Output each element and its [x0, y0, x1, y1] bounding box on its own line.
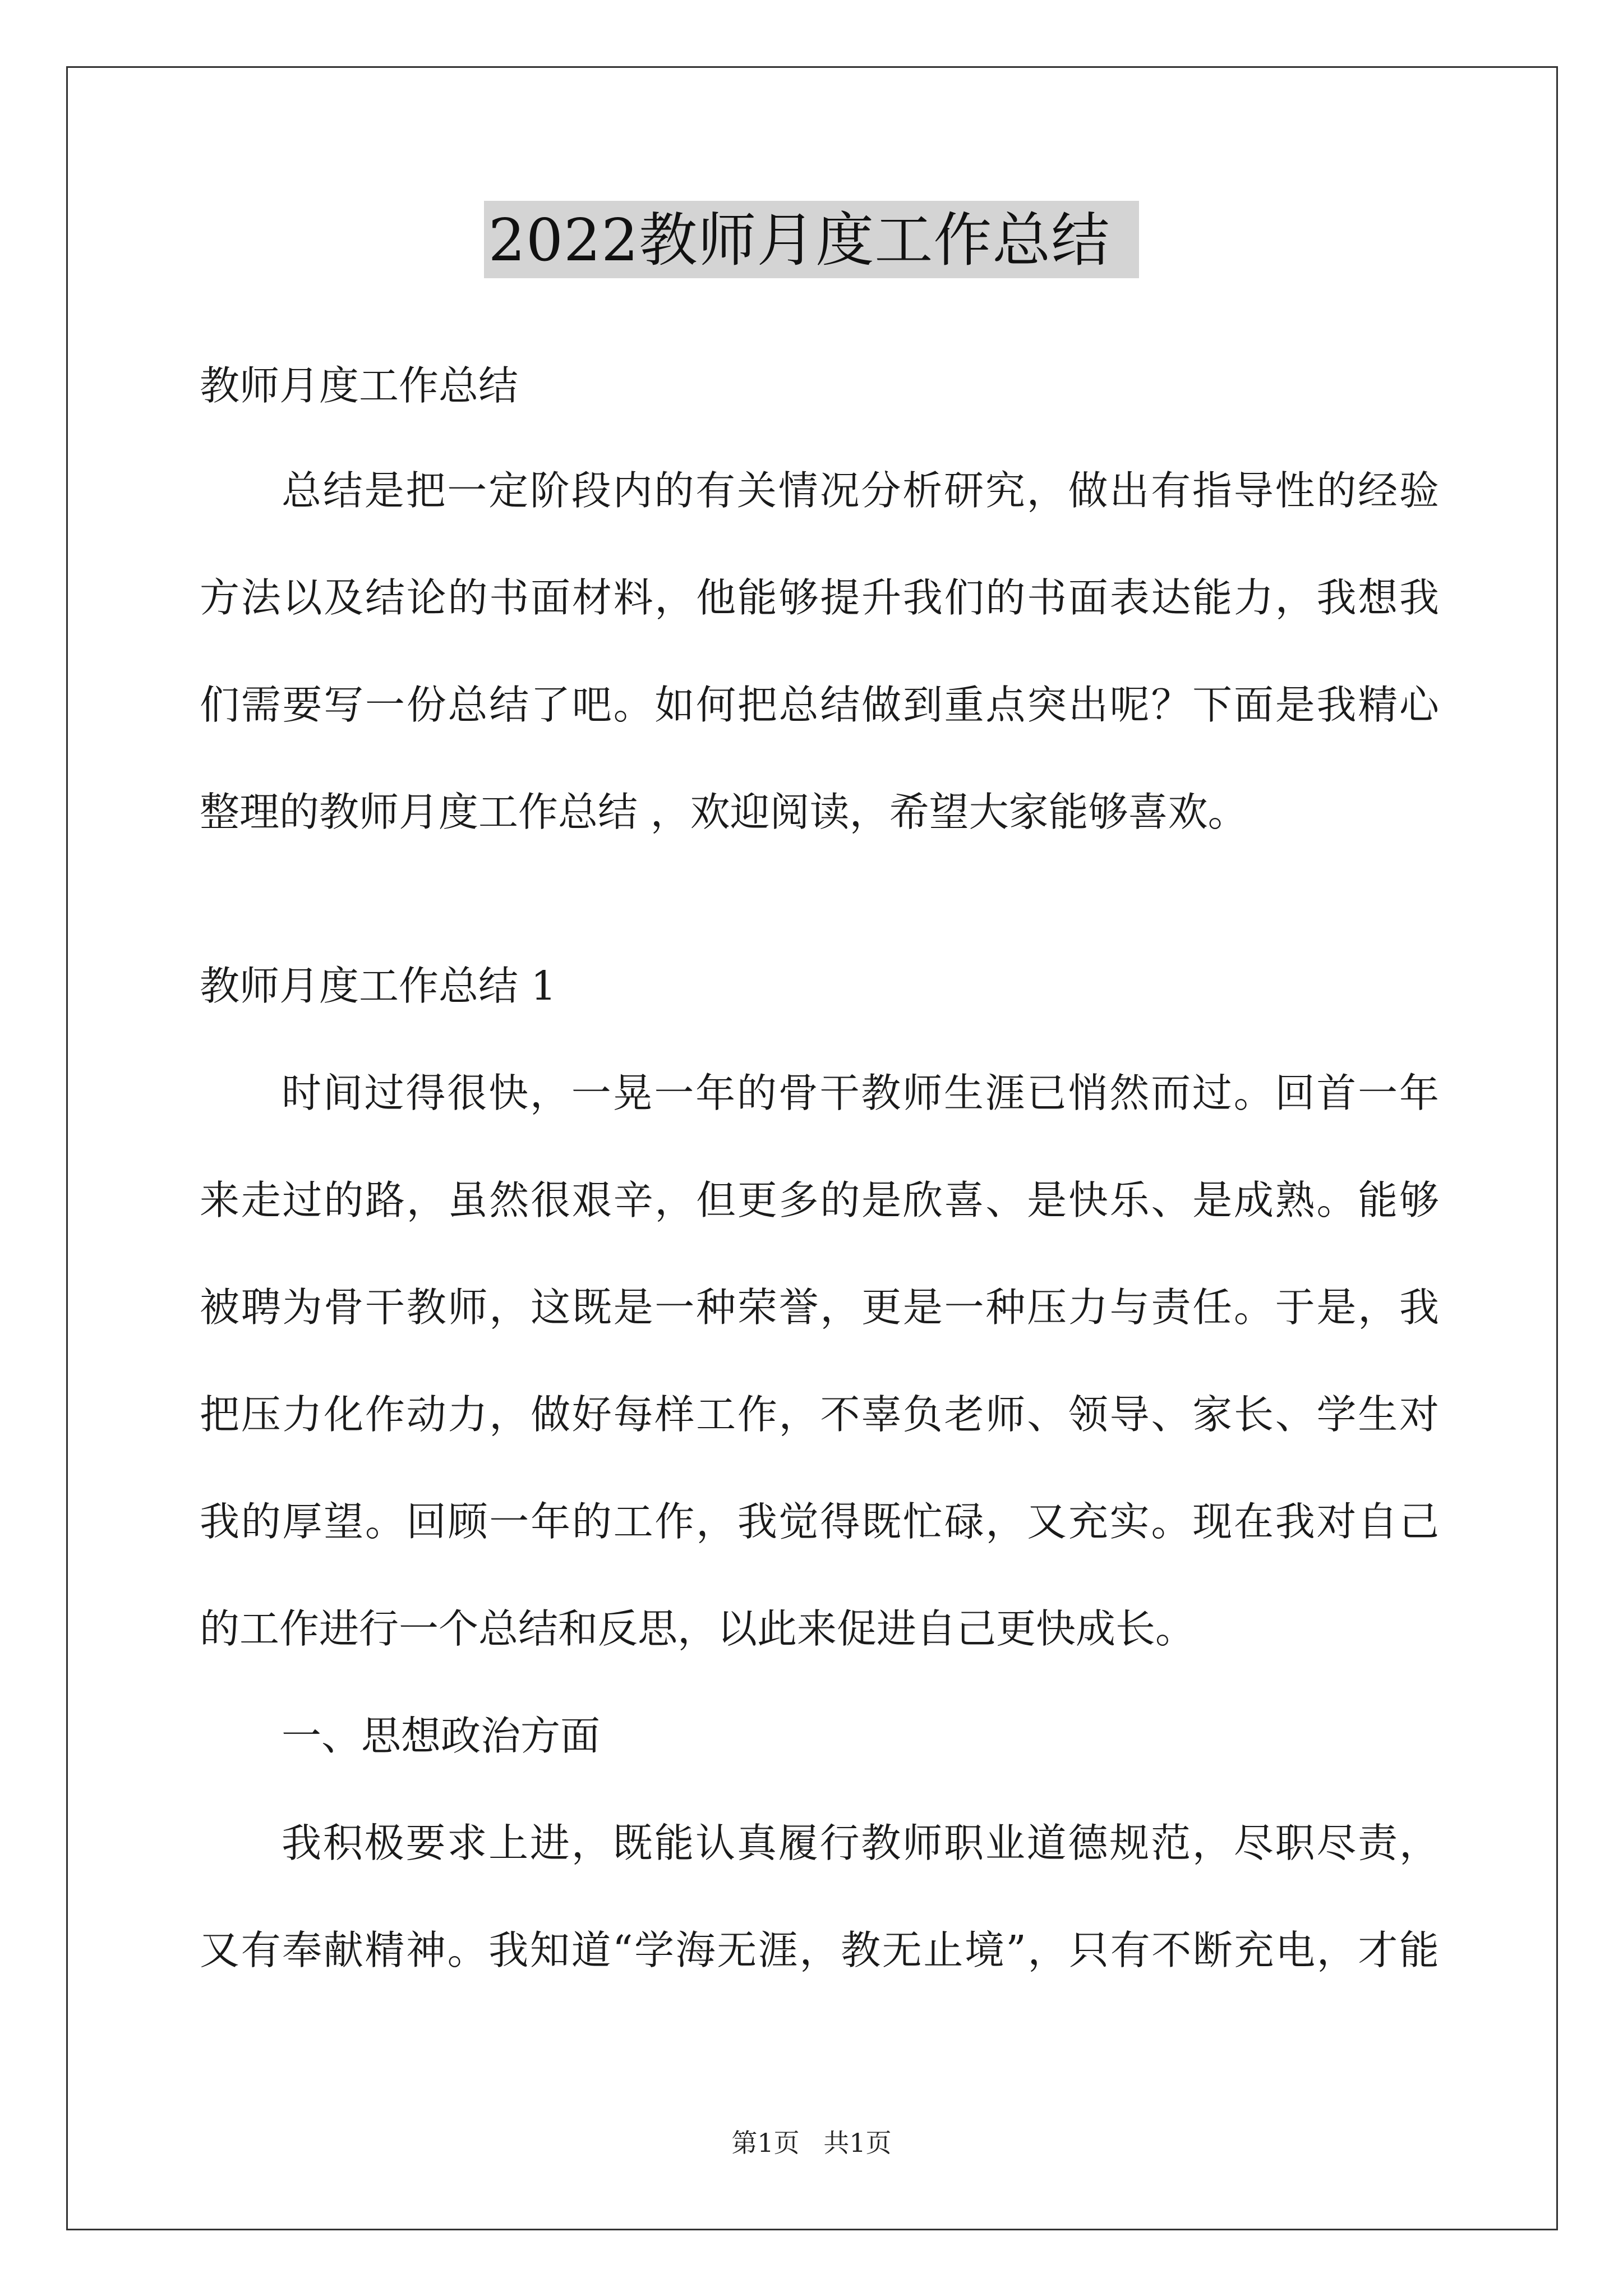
paragraph-line: 的工作进行一个总结和反思，以此来促进自己更快成长。: [200, 1605, 1196, 1652]
paragraph-line: 整理的教师月度工作总结 ，欢迎阅读，希望大家能够喜欢。: [200, 789, 1248, 835]
paragraph-line: 我积极要求上进，既能认真履行教师职业道德规范，尽职尽责，: [282, 1820, 1439, 1866]
paragraph-line: 们需要写一份总结了吧。如何把总结做到重点突出呢？下面是我精心: [200, 682, 1439, 728]
page-total: 共1页: [823, 2128, 892, 2158]
paragraph-line: 又有奉献精神。我知道“学海无涯，教无止境”，只有不断充电，才能: [200, 1927, 1439, 1973]
paragraph-line: 我的厚望。回顾一年的工作，我觉得既忙碌，又充实。现在我对自己: [200, 1498, 1439, 1545]
section-heading: 教师月度工作总结: [200, 362, 519, 409]
page-number: 第1页: [731, 2128, 800, 2158]
paragraph-line: 来走过的路，虽然很艰辛，但更多的是欣喜、是快乐、是成熟。能够: [200, 1177, 1439, 1223]
paragraph-line: 把压力化作动力，做好每样工作，不辜负老师、领导、家长、学生对: [200, 1391, 1439, 1438]
paragraph-line: 被聘为骨干教师，这既是一种荣誉，更是一种压力与责任。于是，我: [200, 1284, 1439, 1331]
title-container: [0, 201, 1623, 278]
paragraph-line: 时间过得很快，一晃一年的骨干教师生涯已悄然而过。回首一年: [282, 1070, 1439, 1116]
document-title: 2022教师月度工作总结: [484, 201, 1140, 278]
page-footer: [0, 2126, 1623, 2160]
paragraph-line: 总结是把一定阶段内的有关情况分析研究，做出有指导性的经验: [282, 467, 1439, 514]
section-heading: 教师月度工作总结 1: [200, 963, 556, 1009]
subsection-heading: 一、思想政治方面: [282, 1713, 601, 1759]
paragraph-line: 方法以及结论的书面材料，他能够提升我们的书面表达能力，我想我: [200, 574, 1439, 621]
